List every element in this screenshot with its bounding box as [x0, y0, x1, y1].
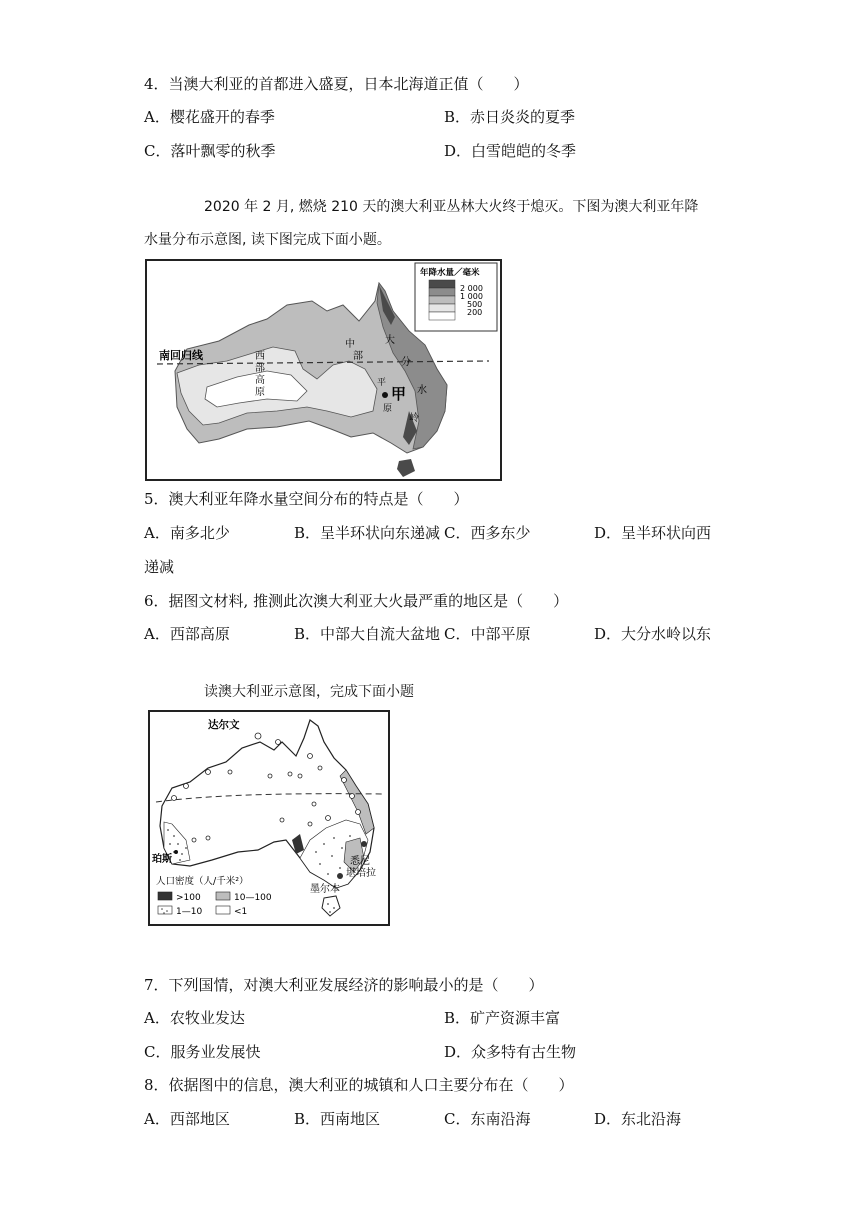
point-jia-marker: [382, 392, 388, 398]
q7-option-a[interactable]: A．农牧业发达: [144, 1009, 245, 1027]
q6-option-d[interactable]: D．大分水岭以东: [594, 625, 712, 643]
central-plain-char-1: 平: [377, 378, 387, 388]
legend-item-under-1: <1: [234, 907, 248, 917]
q6-option-c[interactable]: C．中部平原: [444, 625, 531, 643]
intro1-line2: 水量分布示意图, 读下图完成下面小题。: [144, 232, 391, 248]
q8-option-b[interactable]: B．西南地区: [294, 1110, 381, 1128]
population-legend: [156, 875, 272, 917]
central-basin-char-2: 部: [353, 351, 363, 362]
divide-range-char-3: 水: [417, 385, 427, 396]
intro1-line1: 2020 年 2 月, 燃烧 210 天的澳大利亚丛林大火终于熄灭。下图为澳大利亚年降: [204, 199, 699, 215]
q8-stem: 8．依据图中的信息，澳大利亚的城镇和人口主要分布在（ ）: [144, 1076, 574, 1094]
q7-option-d[interactable]: D．众多特有古生物: [444, 1043, 577, 1061]
q8-option-a[interactable]: A．西部地区: [144, 1110, 230, 1128]
q5-option-a[interactable]: A．南多北少: [144, 524, 230, 542]
q7-stem: 7．下列国情，对澳大利亚发展经济的影响最小的是（ ）: [144, 976, 544, 994]
precipitation-legend: [415, 263, 497, 331]
legend-title: 年降水量／毫米: [420, 268, 480, 278]
legend-value-2000: 2 000: [460, 284, 483, 293]
divide-range-char-1: 大: [385, 335, 395, 346]
point-jia-label: 甲: [391, 385, 407, 403]
tropic-label: 南回归线: [159, 349, 203, 362]
tasmania-outline: [397, 459, 415, 477]
city-canberra-label: 堪培拉: [346, 868, 376, 879]
q5-option-d[interactable]: D．呈半环状向西: [594, 524, 712, 542]
population-map-svg: [150, 712, 388, 924]
west-plateau-char-1: 西: [255, 351, 265, 362]
intro2-line1: 读澳大利亚示意图，完成下面小题: [204, 684, 414, 700]
q5-stem: 5．澳大利亚年降水量空间分布的特点是（ ）: [144, 490, 469, 508]
q5-option-d-wrap: 递减: [144, 558, 175, 576]
west-plateau-char-4: 原: [255, 387, 265, 398]
city-melbourne-label: 墨尔本: [310, 884, 340, 895]
q4-option-d[interactable]: D．白雪皑皑的冬季: [444, 142, 577, 160]
legend-title: 人口密度（人/千米²）: [156, 876, 249, 887]
city-darwin-label: 达尔文: [208, 719, 240, 731]
q5-option-c[interactable]: C．西多东少: [444, 524, 531, 542]
central-basin-char-1: 中: [345, 339, 355, 350]
q7-option-b[interactable]: B．矿产资源丰富: [444, 1009, 561, 1027]
q4-option-c[interactable]: C．落叶飘零的秋季: [144, 142, 276, 160]
q6-option-b[interactable]: B．中部大自流大盆地: [294, 625, 441, 643]
q7-option-c[interactable]: C．服务业发展快: [144, 1043, 261, 1061]
central-plain-char-2: 原: [383, 404, 393, 414]
city-perth-marker: [174, 850, 178, 854]
precipitation-map-svg: [147, 261, 500, 479]
west-plateau-char-3: 高: [255, 375, 265, 386]
legend-value-500: 500: [467, 300, 483, 309]
q5-option-b[interactable]: B．呈半环状向东递减: [294, 524, 441, 542]
legend-item-10-100: 10—100: [234, 893, 272, 903]
q4-stem: 4．当澳大利亚的首都进入盛夏，日本北海道正值（ ）: [144, 75, 529, 93]
density-core-sydney: [361, 841, 367, 847]
legend-item-1-10: 1—10: [176, 907, 203, 917]
legend-value-1000: 1 000: [460, 292, 483, 301]
city-perth-label: 珀斯: [152, 854, 172, 865]
q4-option-b[interactable]: B．赤日炎炎的夏季: [444, 108, 576, 126]
west-plateau-char-2: 部: [255, 363, 265, 374]
q4-option-a[interactable]: A．樱花盛开的春季: [144, 108, 275, 126]
q8-option-d[interactable]: D．东北沿海: [594, 1110, 682, 1128]
population-map: [148, 710, 390, 926]
divide-range-char-4: 岭: [409, 413, 419, 424]
legend-item-over-100: >100: [176, 893, 201, 903]
legend-value-200: 200: [467, 308, 483, 317]
q8-option-c[interactable]: C．东南沿海: [444, 1110, 531, 1128]
q6-option-a[interactable]: A．西部高原: [144, 625, 230, 643]
density-core-melbourne: [337, 873, 343, 879]
q6-stem: 6．据图文材料, 推测此次澳大利亚大火最严重的地区是（ ）: [144, 592, 569, 610]
city-sydney-label: 悉尼: [350, 856, 370, 867]
divide-range-char-2: 分: [401, 357, 411, 368]
tasmania-outline: [322, 896, 340, 916]
precipitation-map: [145, 259, 502, 481]
